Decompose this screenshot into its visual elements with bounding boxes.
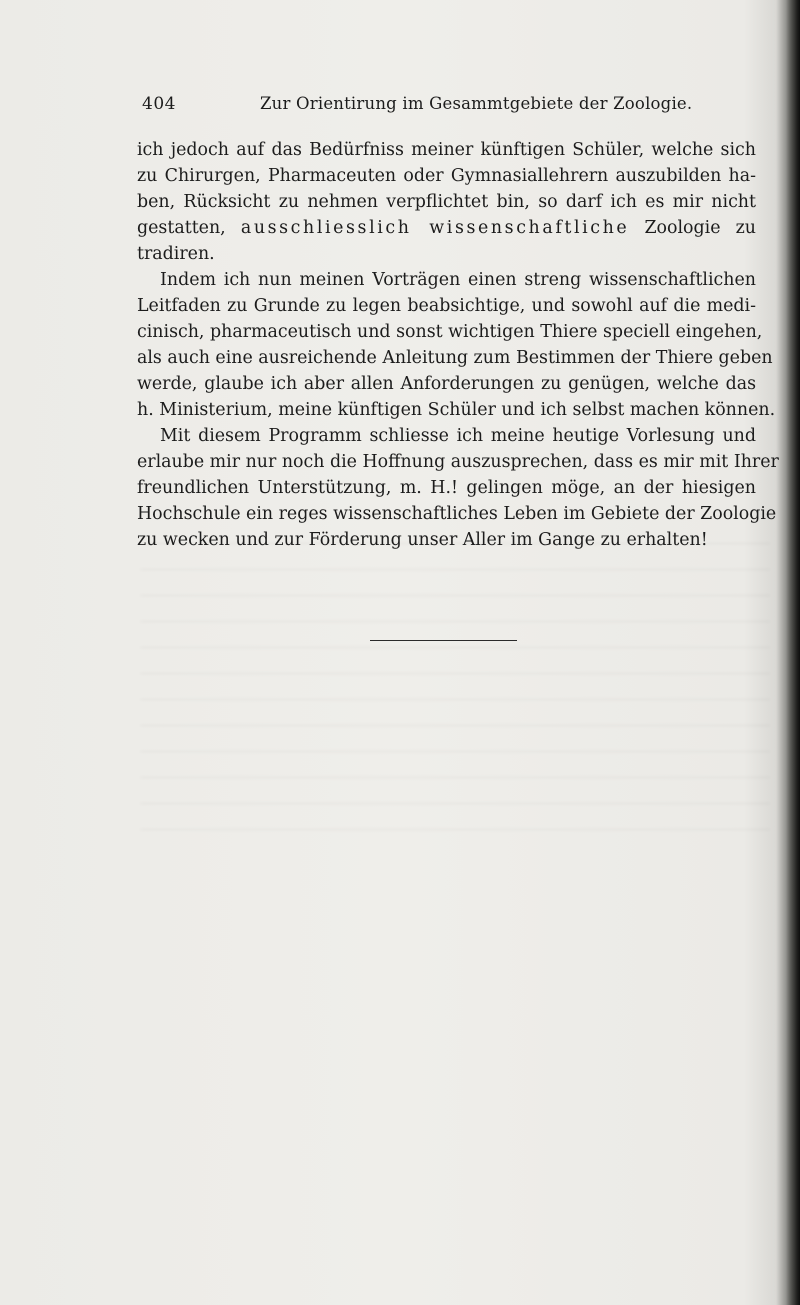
text-line: erlaube mir nur noch die Hoffnung auszusprechen, dass es mir mit Ihrer — [137, 452, 779, 472]
text-line: h. Ministerium, meine künftigen Schüler und ich selbst machen können. — [137, 400, 776, 420]
text-line: Hochschule ein reges wissenschaftliches Leben im Gebiete der Zoologie — [137, 504, 777, 524]
text-line: freundlichen Unterstützung, m. H.! gelingen möge, an der hiesigen — [137, 478, 756, 498]
text-line: ich jedoch auf das Bedürfniss meiner künftigen Schüler, welche sich — [137, 140, 756, 160]
text-line-emphasis — [137, 215, 756, 241]
page-edge-shadow — [786, 0, 800, 1305]
page-number: 404 — [142, 94, 176, 114]
text-line: zu wecken und zur Förderung unser Aller im Gange zu erhalten! — [137, 530, 708, 550]
text-line: cinisch, pharmaceutisch und sonst wichtigen Thiere speciell eingehen, — [137, 322, 763, 342]
spaced-emphasis: ausschliesslich wissenschaftliche — [240, 218, 630, 238]
text-line: als auch eine ausreichende Anleitung zum Bestimmen der Thiere geben — [137, 348, 773, 368]
text-line: Leitfaden zu Grunde zu legen beabsichtige, und sowohl auf die medi- — [137, 296, 756, 316]
show-through-texture — [140, 520, 770, 830]
text-line: tradiren. — [137, 244, 215, 264]
line-segment: Zoologie zu — [629, 218, 756, 238]
line-segment: gestatten, — [137, 218, 241, 238]
body-text — [137, 137, 779, 553]
text-line: zu Chirurgen, Pharmaceuten oder Gymnasiallehrern auszubilden ha- — [137, 166, 756, 186]
text-line: ben, Rücksicht zu nehmen verpflichtet bin, so darf ich es mir nicht — [137, 192, 756, 212]
running-head: Zur Orientirung im Gesammtgebiete der Zoologie. — [260, 94, 693, 113]
section-end-rule — [370, 640, 517, 641]
text-line: werde, glaube ich aber allen Anforderungen zu genügen, welche das — [137, 374, 756, 394]
text-line: Indem ich nun meinen Vorträgen einen streng wissenschaftlichen — [160, 270, 756, 290]
text-line: Mit diesem Programm schliesse ich meine heutige Vorlesung und — [160, 426, 756, 446]
page-header — [136, 94, 756, 122]
